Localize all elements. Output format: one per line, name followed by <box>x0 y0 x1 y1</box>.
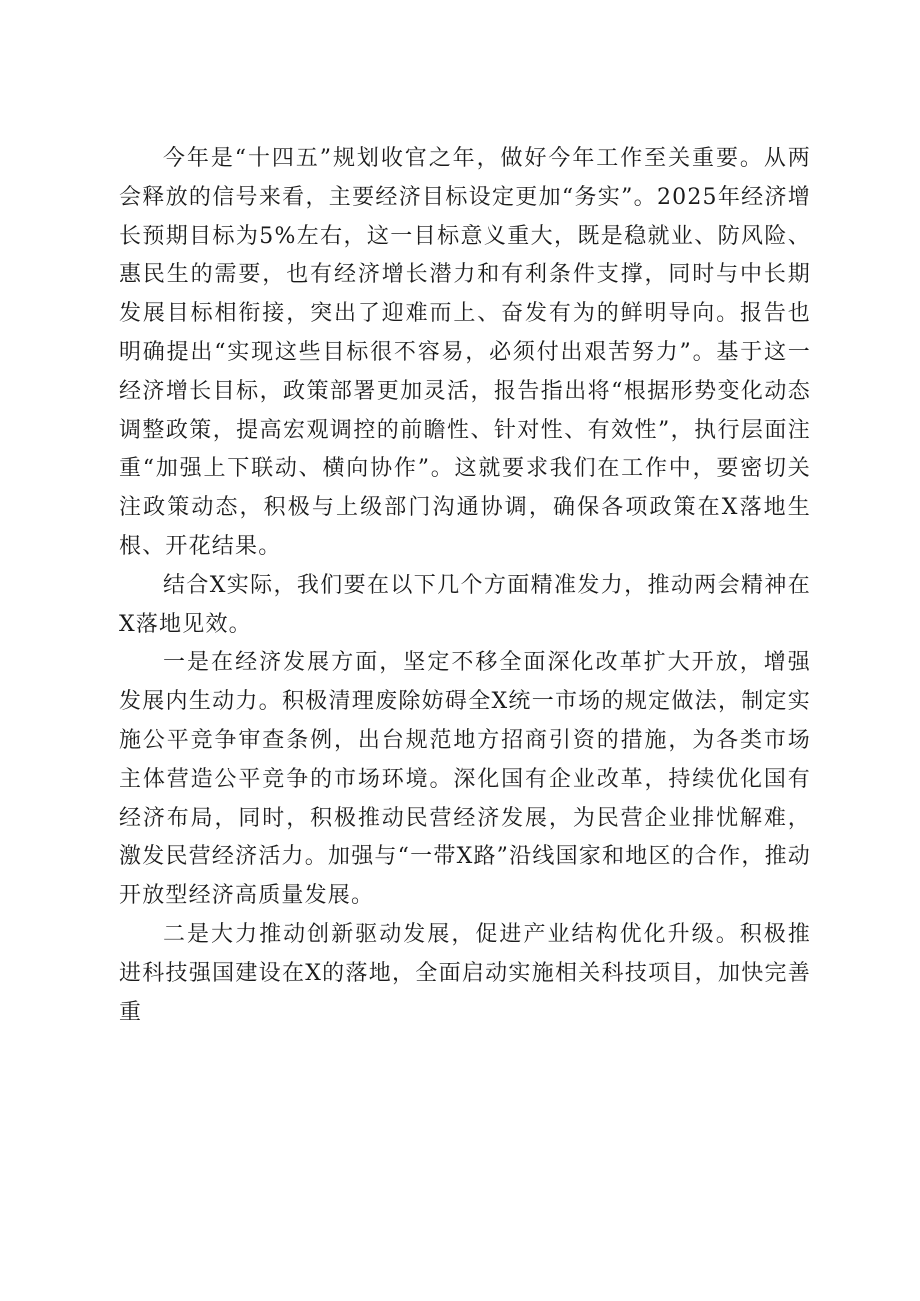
paragraph-focus: 结合X实际，我们要在以下几个方面精准发力，推动两会精神在X落地见效。 <box>119 572 811 637</box>
paragraph-innovation: 二是大力推动创新驱动发展，促进产业结构优化升级。积极推进科技强国建设在X的落地，全面启动实施相关科技项目，加快完善重 <box>119 921 811 1025</box>
document-body <box>119 140 811 1032</box>
paragraph-intro: 今年是“十四五”规划收官之年，做好今年工作至关重要。从两会释放的信号来看，主要经济目标设定更加“务实”。2025年经济增长预期目标为5%左右，这一目标意义重大，既是稳就业、防风险、惠民生的需要，也有经济增长潜力和有利条件支撑，同时与中长期发展目标相衔接，突出了迎难而上、奋发有为的鲜明导向。报告也明确提出“实现这些目标很不容易，必须付出艰苦努力”。基于这一经济增长目标，政策部署更加灵活，报告指出将“根据形势变化动态调整政策，提高宏观调控的前瞻性、针对性、有效性”，执行层面注重“加强上下联动、横向协作”。这就要求我们在工作中，要密切关注政策动态，积极与上级部门沟通协调，确保各项政策在X落地生根、开花结果。 <box>119 146 811 559</box>
paragraph-economic-development: 一是在经济发展方面，坚定不移全面深化改革扩大开放，增强发展内生动力。积极清理废除妨碍全X统一市场的规定做法，制定实施公平竞争审查条例，出台规范地方招商引资的措施，为各类市场主体营造公平竞争的市场环境。深化国有企业改革，持续优化国有经济布局，同时，积极推动民营经济发展，为民营企业排忧解难，激发民营经济活力。加强与“一带X路”沿线国家和地区的合作，推动开放型经济高质量发展。 <box>119 650 811 909</box>
